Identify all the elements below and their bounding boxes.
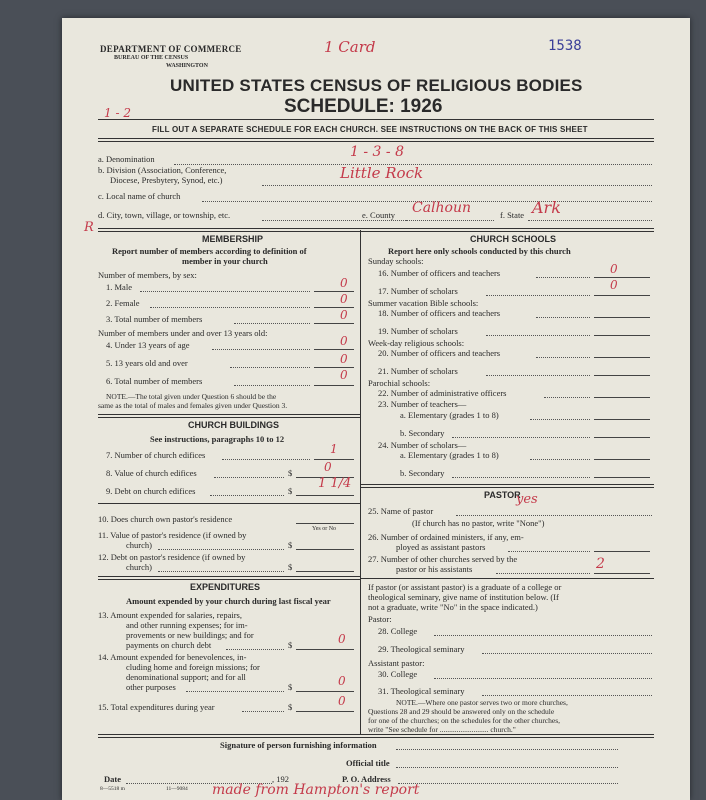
q17-field[interactable] xyxy=(594,295,650,296)
q6-value: 0 xyxy=(340,368,348,382)
date-year: , 192 xyxy=(272,774,289,784)
q27-value: 2 xyxy=(596,556,605,572)
q23b-label: b. Secondary xyxy=(400,428,445,438)
parochial-schools-label: Parochial schools: xyxy=(368,378,431,388)
pastor-title: PASTOR xyxy=(484,490,521,500)
summer-schools-label: Summer vacation Bible schools: xyxy=(368,298,479,308)
members-by-age-label: Number of members under and over 13 years old: xyxy=(98,328,268,338)
pastor-note-2: Questions 28 and 29 should be answered only on the schedule xyxy=(368,707,555,716)
department-heading: DEPARTMENT OF COMMERCE xyxy=(100,44,242,54)
sunday-schools-label: Sunday schools: xyxy=(368,256,424,266)
q29-field[interactable] xyxy=(482,653,652,654)
q30-field[interactable] xyxy=(434,678,652,679)
q5-field[interactable] xyxy=(314,367,354,368)
q28-field[interactable] xyxy=(434,635,652,636)
membership-note-1: NOTE.—The total given under Question 6 should be the xyxy=(106,392,277,401)
q17-value: 0 xyxy=(610,278,618,292)
q25-field[interactable] xyxy=(456,515,652,516)
q1-value: 0 xyxy=(340,276,348,290)
pastor-note-3: for one of the churches; on the schedules for the other churches, xyxy=(368,716,561,725)
q3-value: 0 xyxy=(340,308,348,322)
q26-label-1: 26. Number of ordained ministers, if any, em- xyxy=(368,532,524,542)
signature-label: Signature of person furnishing information xyxy=(220,740,377,750)
q31-field[interactable] xyxy=(482,695,652,696)
form-code-1: 8—5518 m xyxy=(100,786,125,792)
q9-dollar: $ xyxy=(288,486,293,496)
schedule-title: SCHEDULE: 1926 xyxy=(284,96,443,117)
q23a-label: a. Elementary (grades 1 to 8) xyxy=(400,410,499,420)
q20-field[interactable] xyxy=(594,357,650,358)
q13-label-1: 13. Amount expended for salaries, repairs, xyxy=(98,610,242,620)
q30-label: 30. College xyxy=(378,669,418,679)
q12-label-2: church) xyxy=(126,562,152,572)
city-heading: WASHINGTON xyxy=(166,63,208,69)
q14-dollar: $ xyxy=(288,682,293,692)
division-field[interactable] xyxy=(262,185,652,186)
q14-label-2: cluding home and foreign missions; for xyxy=(126,662,260,672)
date-label: Date xyxy=(104,774,121,784)
q24a-field[interactable] xyxy=(594,459,650,460)
q13-dollar: $ xyxy=(288,640,293,650)
q4-value: 0 xyxy=(340,334,348,348)
q1-label: 1. Male xyxy=(106,282,132,292)
members-by-sex-label: Number of members, by sex: xyxy=(98,270,197,280)
membership-intro-2: member in your church xyxy=(182,256,268,266)
state-field[interactable] xyxy=(528,220,652,221)
q6-field[interactable] xyxy=(314,385,354,386)
form-title: UNITED STATES CENSUS OF RELIGIOUS BODIES xyxy=(170,76,583,95)
q20-label: 20. Number of officers and teachers xyxy=(378,348,501,358)
q13-label-4: payments on church debt xyxy=(126,640,212,650)
q18-field[interactable] xyxy=(594,317,650,318)
q13-label-2: and other running expenses; for im- xyxy=(126,620,248,630)
buildings-intro: See instructions, paragraphs 10 to 12 xyxy=(150,434,285,444)
q11-label-2: church) xyxy=(126,540,152,550)
local-name-label: c. Local name of church xyxy=(98,191,181,201)
q25-value: yes xyxy=(516,492,538,507)
q14-label-3: denominational support; and for all xyxy=(126,672,246,682)
q9-label: 9. Debt on church edifices xyxy=(106,486,196,496)
handwritten-source-note: made from Hampton's report xyxy=(212,782,420,798)
q17-label: 17. Number of scholars xyxy=(378,286,458,296)
q25-instruction: (If church has no pastor, write "None") xyxy=(412,518,545,528)
q14-label-4: other purposes xyxy=(126,682,176,692)
q13-label-3: provements or new buildings; and for xyxy=(126,630,254,640)
form-code-2: 11—9084 xyxy=(166,786,188,792)
q11-field[interactable] xyxy=(296,549,354,550)
pastor-sub-label: Pastor: xyxy=(368,614,392,624)
q15-dollar: $ xyxy=(288,702,293,712)
handwritten-state: Ark xyxy=(532,198,561,217)
q15-field[interactable] xyxy=(296,711,354,712)
q2-value: 0 xyxy=(340,292,348,306)
q8-value: 0 xyxy=(324,460,332,474)
q4-label: 4. Under 13 years of age xyxy=(106,340,190,350)
q4-field[interactable] xyxy=(314,349,354,350)
q12-dollar: $ xyxy=(288,562,293,572)
q14-value: 0 xyxy=(338,674,346,688)
q7-value: 1 xyxy=(330,442,338,456)
handwritten-denomination: 1 - 3 - 8 xyxy=(350,144,404,160)
q7-field[interactable] xyxy=(314,459,354,460)
q5-value: 0 xyxy=(340,352,348,366)
handwritten-r-mark: R xyxy=(84,220,94,235)
assistant-pastor-label: Assistant pastor: xyxy=(368,658,425,668)
q24a-label: a. Elementary (grades 1 to 8) xyxy=(400,450,499,460)
instruction-line: FILL OUT A SEPARATE SCHEDULE FOR EACH CHURCH. SEE INSTRUCTIONS ON THE BACK OF THIS SHEET xyxy=(152,125,588,134)
q9-field[interactable] xyxy=(296,495,354,496)
q27-label-2: pastor or his assistants xyxy=(396,564,473,574)
division-label-1: b. Division (Association, Conference, xyxy=(98,165,227,175)
signature-field[interactable] xyxy=(396,749,618,750)
q24-label: 24. Number of scholars— xyxy=(378,440,467,450)
graduate-text-3: not a graduate, write "No" in the space indicated.) xyxy=(368,602,538,612)
po-address-label: P. O. Address xyxy=(342,774,391,784)
census-schedule-sheet xyxy=(62,18,690,800)
county-field[interactable] xyxy=(406,220,494,221)
q19-field[interactable] xyxy=(594,335,650,336)
q16-label: 16. Number of officers and teachers xyxy=(378,268,501,278)
bureau-heading: BUREAU OF THE CENSUS xyxy=(114,55,189,61)
handwritten-margin-note: 1 - 2 xyxy=(104,106,131,120)
q28-label: 28. College xyxy=(378,626,418,636)
membership-title: MEMBERSHIP xyxy=(202,234,264,244)
graduate-text-2: theological seminary, give name of institution below. (If xyxy=(368,592,559,602)
official-title-field[interactable] xyxy=(396,767,618,768)
q16-field[interactable] xyxy=(594,277,650,278)
q14-label-1: 14. Amount expended for benevolences, in- xyxy=(98,652,247,662)
q26-field[interactable] xyxy=(594,551,650,552)
q23b-field[interactable] xyxy=(594,437,650,438)
membership-intro-1: Report number of members according to definition of xyxy=(112,246,307,256)
q27-label-1: 27. Number of other churches served by the xyxy=(368,554,518,564)
city-label: d. City, town, village, or township, etc. xyxy=(98,210,231,220)
q2-field[interactable] xyxy=(314,307,354,308)
stamp-number: 1538 xyxy=(548,38,582,54)
handwritten-county: Calhoun xyxy=(412,200,472,216)
q15-value: 0 xyxy=(338,694,346,708)
q9-value: 1 1/4 xyxy=(318,476,352,491)
yes-no-caption: Yes or No xyxy=(312,526,337,532)
q16-value: 0 xyxy=(610,262,618,276)
q27-field[interactable] xyxy=(594,573,650,574)
membership-note-2: same as the total of males and females given under Question 3. xyxy=(98,401,288,410)
q11-dollar: $ xyxy=(288,540,293,550)
q29-label: 29. Theological seminary xyxy=(378,644,465,654)
state-label: f. State xyxy=(500,210,525,220)
weekday-schools-label: Week-day religious schools: xyxy=(368,338,465,348)
handwritten-division: Little Rock xyxy=(340,164,424,182)
q6-label: 6. Total number of members xyxy=(106,376,203,386)
q7-label: 7. Number of church edifices xyxy=(106,450,206,460)
q21-label: 21. Number of scholars xyxy=(378,366,458,376)
q1-field[interactable] xyxy=(314,291,354,292)
q11-label-1: 11. Value of pastor's residence (if owned by xyxy=(98,530,247,540)
q31-label: 31. Theological seminary xyxy=(378,686,465,696)
graduate-text-1: If pastor (or assistant pastor) is a graduate of a college or xyxy=(368,582,562,592)
q12-field[interactable] xyxy=(296,571,354,572)
q8-label: 8. Value of church edifices xyxy=(106,468,197,478)
pastor-note-4: write "See schedule for .......................... church." xyxy=(368,725,516,734)
q23-label: 23. Number of teachers— xyxy=(378,399,467,409)
schools-intro: Report here only schools conducted by this church xyxy=(388,246,571,256)
q15-label: 15. Total expenditures during year xyxy=(98,702,215,712)
q26-label-2: ployed as assistant pastors xyxy=(396,542,486,552)
q23a-field[interactable] xyxy=(594,419,650,420)
q25-label: 25. Name of pastor xyxy=(368,506,434,516)
expenditures-intro: Amount expended by your church during last fiscal year xyxy=(126,596,331,606)
q3-field[interactable] xyxy=(314,323,354,324)
pastor-note-1: NOTE.—Where one pastor serves two or more churches, xyxy=(396,698,568,707)
county-label: e. County xyxy=(362,210,396,220)
q10-label: 10. Does church own pastor's residence xyxy=(98,514,233,524)
q22-field[interactable] xyxy=(594,397,650,398)
q10-field[interactable] xyxy=(296,523,354,524)
q3-label: 3. Total number of members xyxy=(106,314,203,324)
q2-label: 2. Female xyxy=(106,298,140,308)
q24b-label: b. Secondary xyxy=(400,468,445,478)
q5-label: 5. 13 years old and over xyxy=(106,358,188,368)
q8-dollar: $ xyxy=(288,468,293,478)
division-label-2: Diocese, Presbytery, Synod, etc.) xyxy=(110,175,223,185)
official-title-label: Official title xyxy=(346,758,390,768)
q13-value: 0 xyxy=(338,632,346,646)
expenditures-title: EXPENDITURES xyxy=(190,582,261,592)
buildings-title: CHURCH BUILDINGS xyxy=(188,420,279,430)
denomination-label: a. Denomination xyxy=(98,154,155,164)
q24b-field[interactable] xyxy=(594,477,650,478)
q12-label-1: 12. Debt on pastor's residence (if owned by xyxy=(98,552,246,562)
q22-label: 22. Number of administrative officers xyxy=(378,388,507,398)
q14-field[interactable] xyxy=(296,691,354,692)
po-address-field[interactable] xyxy=(398,783,618,784)
q21-field[interactable] xyxy=(594,375,650,376)
q18-label: 18. Number of officers and teachers xyxy=(378,308,501,318)
q13-field[interactable] xyxy=(296,649,354,650)
q19-label: 19. Number of scholars xyxy=(378,326,458,336)
handwritten-card-note: 1 Card xyxy=(324,38,376,56)
schools-title: CHURCH SCHOOLS xyxy=(470,234,557,244)
